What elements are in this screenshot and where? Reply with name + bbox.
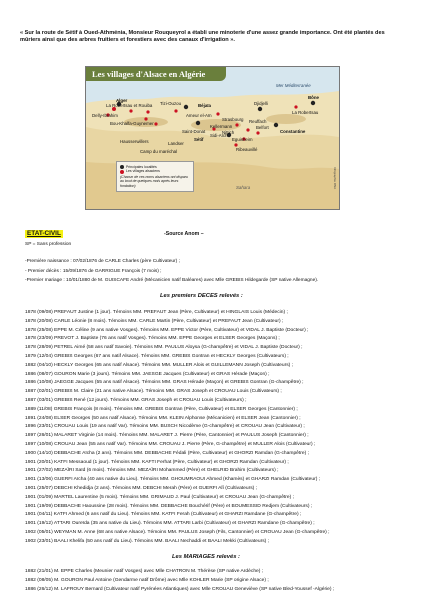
deces-record: 1882 (04/10) HECKLY Georges (65 ans natif Alsace). Témoins MM. MULLER Alois et GUILLEMANN Joseph (Cultivateurs) ; — [25, 362, 294, 368]
deces-record: 1901 (20/01) KATFI Messaoud (1 jour). Témoins MM. KAFTI Ferhat (Père, Cultivateur) et GHORZI Ramdan (Cultivateur) ; — [25, 459, 289, 465]
map-label-strasbourg: Strasbourg — [222, 117, 244, 122]
deces-record: 1901 (25/07) DEBCHI Khedidja (2 ans). Témoins MM. DEBCHI Merah (Père) et GUERFI Alî (Cultivateurs) ; — [25, 485, 258, 491]
alsace-villages-map — [85, 66, 340, 210]
deces-record: 1897 (26/01) MALARET Virginie (14 mois). Témoins MM. MALARET J. Pierre (Père, Cantonnier) et PAULUS Joseph (Cantonnier) ; — [25, 433, 309, 439]
map-label-camp-marechal: Camp du maréchal — [140, 149, 178, 154]
deces-record: 1902 (23/01) BAALI Khelifa (50 ans natif du Lieu). Témoins MM. BAALI Nechaddi et BAALI Mekki (Cultivateurs) ; — [25, 538, 270, 544]
deces-record: 1896 (23/01) CROUAU Louis (19 ans natif Var). Témoins MM. BUSCH Nicodème (G-champêtre) et CROUAU Jean (Cultivateur) ; — [25, 424, 305, 430]
mariages-heading: Les MARIAGES relevés : — [172, 554, 240, 560]
map-label-tizi-ouzou: Tizi-Ouzou — [160, 101, 182, 106]
deces-record: 1891 (24/08) ELSER Georges (50 ans natif Alsace). Témoins MM. KLEIN Alphonse (Mécanicien) et ELSER Jean (Cantonnier) ; — [25, 415, 301, 421]
map-legend — [116, 161, 194, 192]
deces-record: 1886 (10/08) JAEGGE Jacques (55 ans natif Alsace). Témoins MM. GRAS Hérade (Maçon) et GREBIS Gontran (G-champêtre) ; — [25, 380, 304, 386]
deces-record: 1886 (08/07) GOURON Marie (3 jours). Témoins MM. JAESGE Jacques (Cultivateur) et GRAS Hérade (Maçon) ; — [25, 371, 270, 377]
mariage-record: 1882 (08/05) M. GOURON Paul Antoine (Gendarme natif Drôme) avec Mlle KOHLER Marie (SP origine Alsace) ; — [25, 577, 269, 583]
map-label-alger: Alger — [116, 98, 128, 103]
first-death: - Premier décès : 15/09/1876 de GARRIGUE François (7 mois) ; — [25, 268, 162, 274]
deces-record: 1902 (05/01) WEYMAN M. Anne (68 ans native Alsace). Témoins MM. PAULUS Joseph (Fils, Cantonnier) et CROUAU Jean (G-champêtre) ; — [25, 529, 330, 535]
map-label-ribeauville: Ribeauvillé — [236, 147, 258, 152]
first-marriage: -Premier mariage : 10/01/1880 de M. GUISCAFE André (Mécanicien natif Baléares) avec Mlle GREBIS Hildegarde (SP native Allemagne). — [25, 278, 319, 283]
deces-record: 1901 (13/06) GUERFI Aïcha (40 ans native du Lieu). Témoins MM. GHOUMRAOUI Ahmed (Khamès) et GHARZI Ramdan (Cultivateur) ; — [25, 477, 321, 483]
map-label-landser: Landser — [168, 141, 184, 146]
first-birth: -Première naissance : 07/02/1876 de CARLE Charles (père Cultivateur) ; — [25, 259, 180, 264]
deces-record: 1878 (25/08) EPPE M. Céline (9 ans native Vosges). Témoins MM. EPPE Victor (Père, Cultivateur) et VIDAL J. Baptiste (Docteur) ; — [25, 327, 309, 333]
map-credit: Infographie DNA — [333, 167, 337, 190]
map-label-bou-khalfa: Bou-Khalfa-Guynemer — [110, 121, 154, 126]
map-label-djidjelli: Djidjelli — [254, 101, 268, 106]
map-label-setif: Sétif — [194, 137, 204, 142]
map-label-ameur-el-ain: Ameur el-Aïn — [186, 113, 212, 118]
map-title: Les villages d'Alsace en Algérie — [86, 67, 226, 81]
mariage-record: 1886 (26/12) M. LAFROUY Bernard (Cultivateur natif Pyrénées Atlantiques) avec Mlle CROUAU Geneviève (SP native Bled-Youssef -Algérie) ; — [25, 586, 335, 592]
deces-record: 1878 (09/08) PREFAUT Justine (1 jour). Témoins MM. PREFAUT Jean (Père, Cultivateur) et HINGLAIS Louis (Médecin) ; — [25, 310, 288, 315]
red-dot-icon — [120, 170, 124, 174]
deces-heading: Les premiers DECES relevés : — [160, 293, 243, 299]
map-label-saint-donat: Saint-Donat — [182, 129, 206, 134]
deces-record: 1900 (14/10) DEBBACHE Aïcha (2 ans). Témoins MM. DEBBACHE Fédali (Père, Cultivateur) et GHORZI Ramdan (G-champêtre) ; — [25, 450, 309, 456]
map-label-robertsau-rouiba: La Robertsau et Rouiba — [106, 103, 153, 108]
deces-record: 1889 (11/08) GREBIS François (8 mois). Témoins MM. GREBIS Gontran (Père, Cultivateur) et ELSER Georges (Cantonnier) ; — [25, 406, 298, 412]
deces-record: 1901 (04/11) KATFI Ahmed (6 ans natif du Lieu). Témoins MM. KATFI Ferah (Cultivateur) et GHARZI Ramdane (G-champêtre) ; — [25, 512, 302, 518]
map-label-bejaia: Béjaïa — [198, 103, 211, 108]
intro-quote: « Sur la route de Sétif à Oued-Athménia, Monsieur Rouqueyrol a établi une minoterie d'une assez grande importance. Ont été plantés des mûriers ainsi que des arbres fruitiers et forestiers avec des canaux d'irrigation ». — [20, 30, 385, 43]
map-label-sidi-aich: Sidi-Aïch — [210, 133, 228, 138]
deces-record: 1878 (20/08) CARLE Léonie (8 mois). Témoins MM. CARLE Martin (Père, Cultivateur) et PREFAUT Jean (Cultivateur) ; — [25, 318, 284, 324]
deces-record: 1901 (01/09) MARTEL Laurentine (5 mois). Témoins MM. GRIMAUD J. Paul (Cultivateur) et CROUAU Jean (G-champêtre) ; — [25, 494, 294, 500]
mariages-list — [25, 568, 410, 594]
mariage-record: 1882 (21/01) M. EPPE Charles (Meunier natif Vosges) avec Mlle CHATRON M. Thérèse (SP native Ardèche) ; — [25, 569, 264, 574]
legend-note: (Chacun de ces noms alsaciens ont disparu au bout de quelques mois après leurs fondation) — [120, 174, 188, 188]
sp-definition: SP = Sans profession — [25, 242, 72, 247]
map-label-kellermann: Kellermann — [210, 124, 233, 129]
map-label-la-robertsau: La Robertsau — [292, 110, 319, 115]
legend-item-alsace: Les villages alsaciens — [120, 169, 190, 173]
deces-record: 1901 (19/09) DEBBACHE Haoussine (28 mois). Témoins MM. DEBBACHE Bouchérif (Père) et BOUMESSID Redjem (Cultivateurs) ; — [25, 503, 313, 509]
map-label-belfort: Belfort — [256, 125, 269, 130]
map-label-nittich: Nittich — [222, 130, 235, 135]
map-label-delly-ibrahim: Delly-Ibrahim — [92, 113, 118, 118]
deces-record: 1897 (10/08) CROUAU Jean (55 ans natif Var). Témoins MM. CROUAU J. Pierre (Père, G-champêtre) et MULLER Alois (Cultivateur) ; — [25, 441, 316, 447]
deces-record: 1879 (12/04) GREBIS Georges (67 ans natif Alsace). Témoins MM. GREBIS Gontran et HECKLY Georges (Cultivateurs) ; — [25, 353, 289, 359]
deces-record: 1878 (28/09) PETREL Aimé (58 ans natif Savoie). Témoins MM. PAULUS Aloysa (G-champêtre) et VIDAL J. Baptiste (Docteur) ; — [25, 345, 303, 351]
map-label-constantine: Constantine — [280, 129, 306, 134]
map-sahara-label: Sahara — [236, 185, 251, 190]
map-label-reuffach: Reuffach — [249, 119, 267, 124]
deces-record: 1887 (03/01) GREBIS René (12 jours). Témoins MM. GRAS Joseph et CROUAU Louis (Cultivateurs) ; — [25, 397, 247, 403]
deces-list — [25, 309, 410, 547]
map-sea-label: Mer Méditerranée — [276, 83, 311, 88]
map-label-bone: Bône — [308, 95, 319, 100]
deces-record: 1878 (23/09) PREVOT J. Baptiste (76 ans natif Vosges). Témoins MM. EPPE Georges et ELSER Georges (Maçons) ; — [25, 336, 280, 342]
legend-item-main: Principales localités — [120, 165, 190, 169]
deces-record: 1887 (02/01) GREBIS M. Claire (21 ans native Alsace). Témoins MM. GRAS Joseph et CROUAU Louis (Cultivateurs) ; — [25, 389, 282, 395]
firsts-list — [25, 257, 405, 286]
map-label-hausserwillers: Hausserwillers — [120, 139, 149, 144]
source-line: -Source Anom – — [164, 231, 204, 237]
deces-record: 1901 (27/02) MEZAÏRI Saïd (6 mois). Témoins MM. MEZAÏRI Mohammed (Père) et GHELRID Brahim (Cultivateurs) ; — [25, 468, 279, 474]
map-label-eguisheim: Eguisheim — [232, 137, 253, 142]
etat-civil-heading: ETAT-CIVIL — [27, 230, 61, 237]
deces-record: 1901 (19/12) ATTARI Oureïda (35 ans native du Lieu). Témoins MM. ATTARI Larbi (Cultivateur) et GHARZI Ramdane (G-champêtre) ; — [25, 521, 315, 527]
